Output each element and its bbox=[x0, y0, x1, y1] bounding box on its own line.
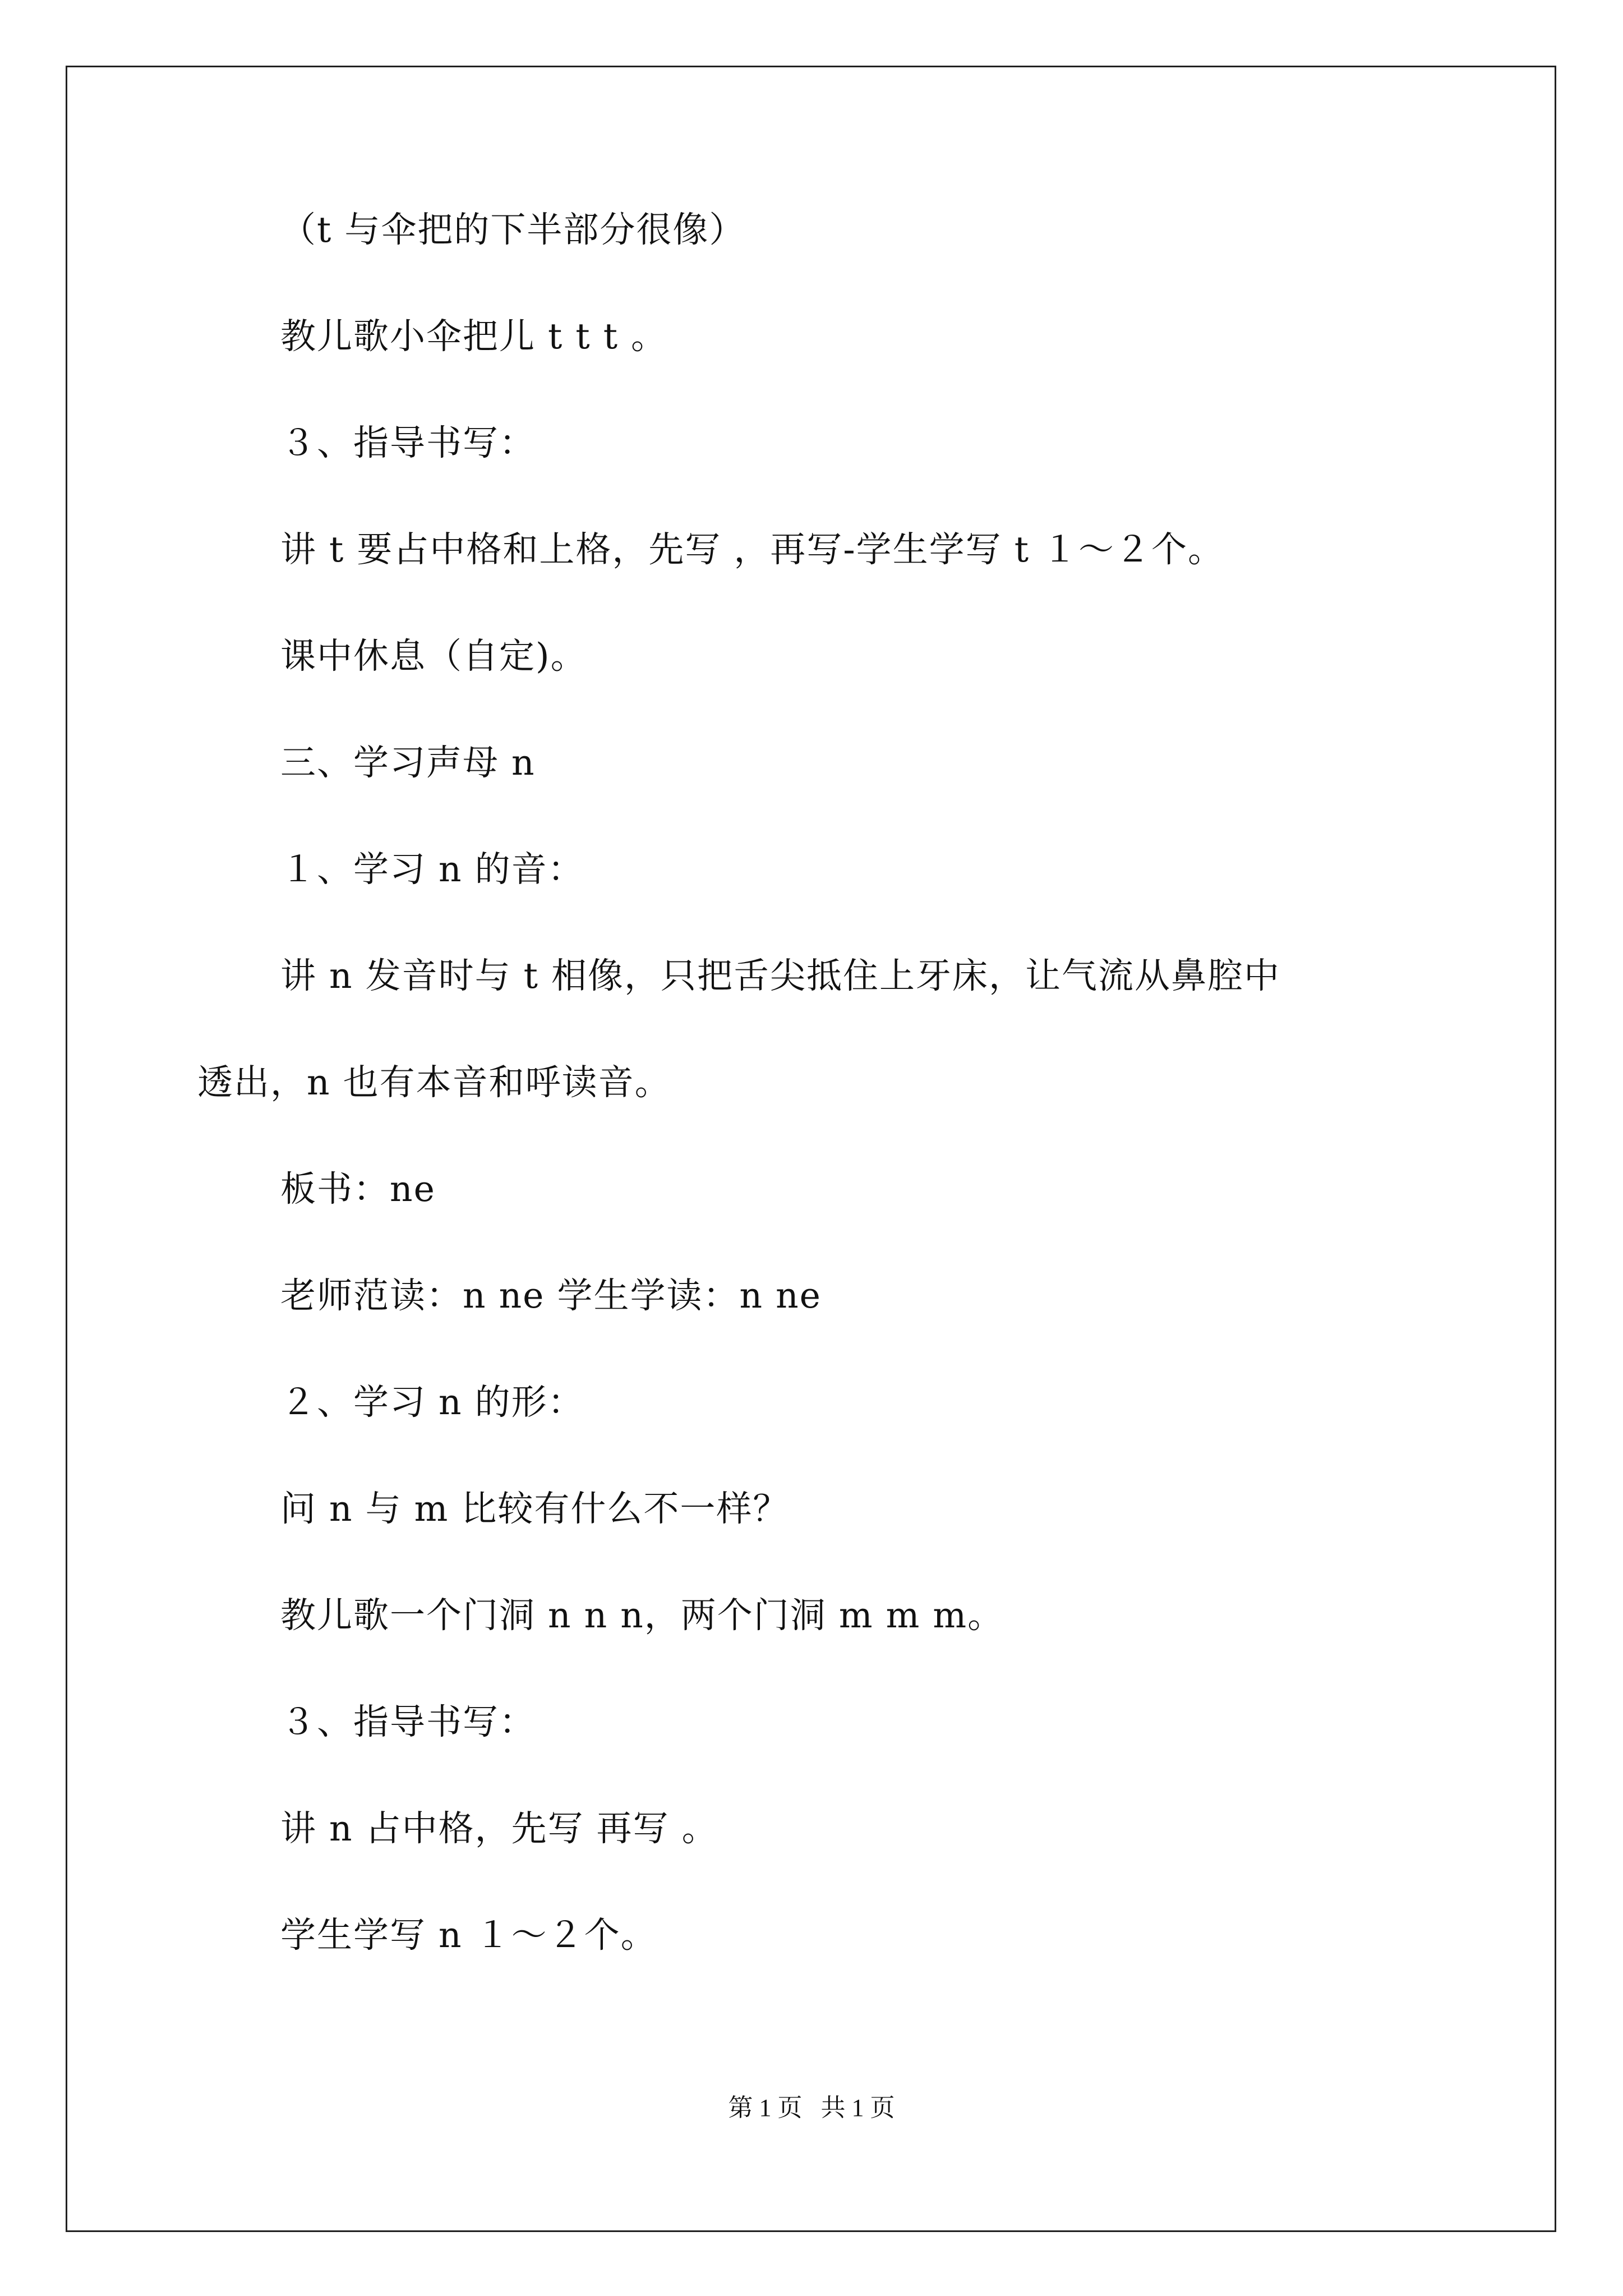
page-footer: 第 1 页 共 1 页 bbox=[728, 2094, 895, 2122]
text-line-9: 透出，n 也有本音和呼读音。 bbox=[197, 1062, 671, 1103]
text-line-17: 学生学写 n １～２个。 bbox=[280, 1915, 657, 1955]
text-line-3: ３、指导书写： bbox=[280, 422, 536, 463]
text-line-5: 课中休息（自定)。 bbox=[280, 636, 587, 677]
text-line-7: １、学习 n 的音： bbox=[280, 849, 584, 890]
text-line-13: 问 n 与 m 比较有什么不一样？ bbox=[280, 1488, 790, 1529]
text-line-6: 三、学习声母 n bbox=[280, 742, 536, 783]
text-line-4: 讲 t 要占中格和上格，先写 ，再写-学生学写 t １～２个。 bbox=[280, 529, 1225, 570]
text-line-14: 教儿歌一个门洞 n n n，两个门洞 m m m。 bbox=[280, 1595, 1004, 1636]
text-line-2: 教儿歌小伞把儿 t t t 。 bbox=[280, 316, 668, 357]
page-border bbox=[66, 66, 1556, 2232]
text-line-11: 老师范读：n ne 学生学读：n ne bbox=[280, 1275, 822, 1316]
text-line-15: ３、指导书写： bbox=[280, 1701, 536, 1742]
text-line-16: 讲 n 占中格，先写 再写 。 bbox=[280, 1808, 718, 1849]
text-line-12: ２、学习 n 的形： bbox=[280, 1382, 584, 1423]
text-line-8: 讲 n 发音时与 t 相像，只把舌尖抵住上牙床，让气流从鼻腔中 bbox=[280, 955, 1280, 996]
text-line-10: 板书：ne bbox=[280, 1168, 436, 1209]
text-line-1: （t 与伞把的下半部分很像） bbox=[280, 209, 746, 250]
